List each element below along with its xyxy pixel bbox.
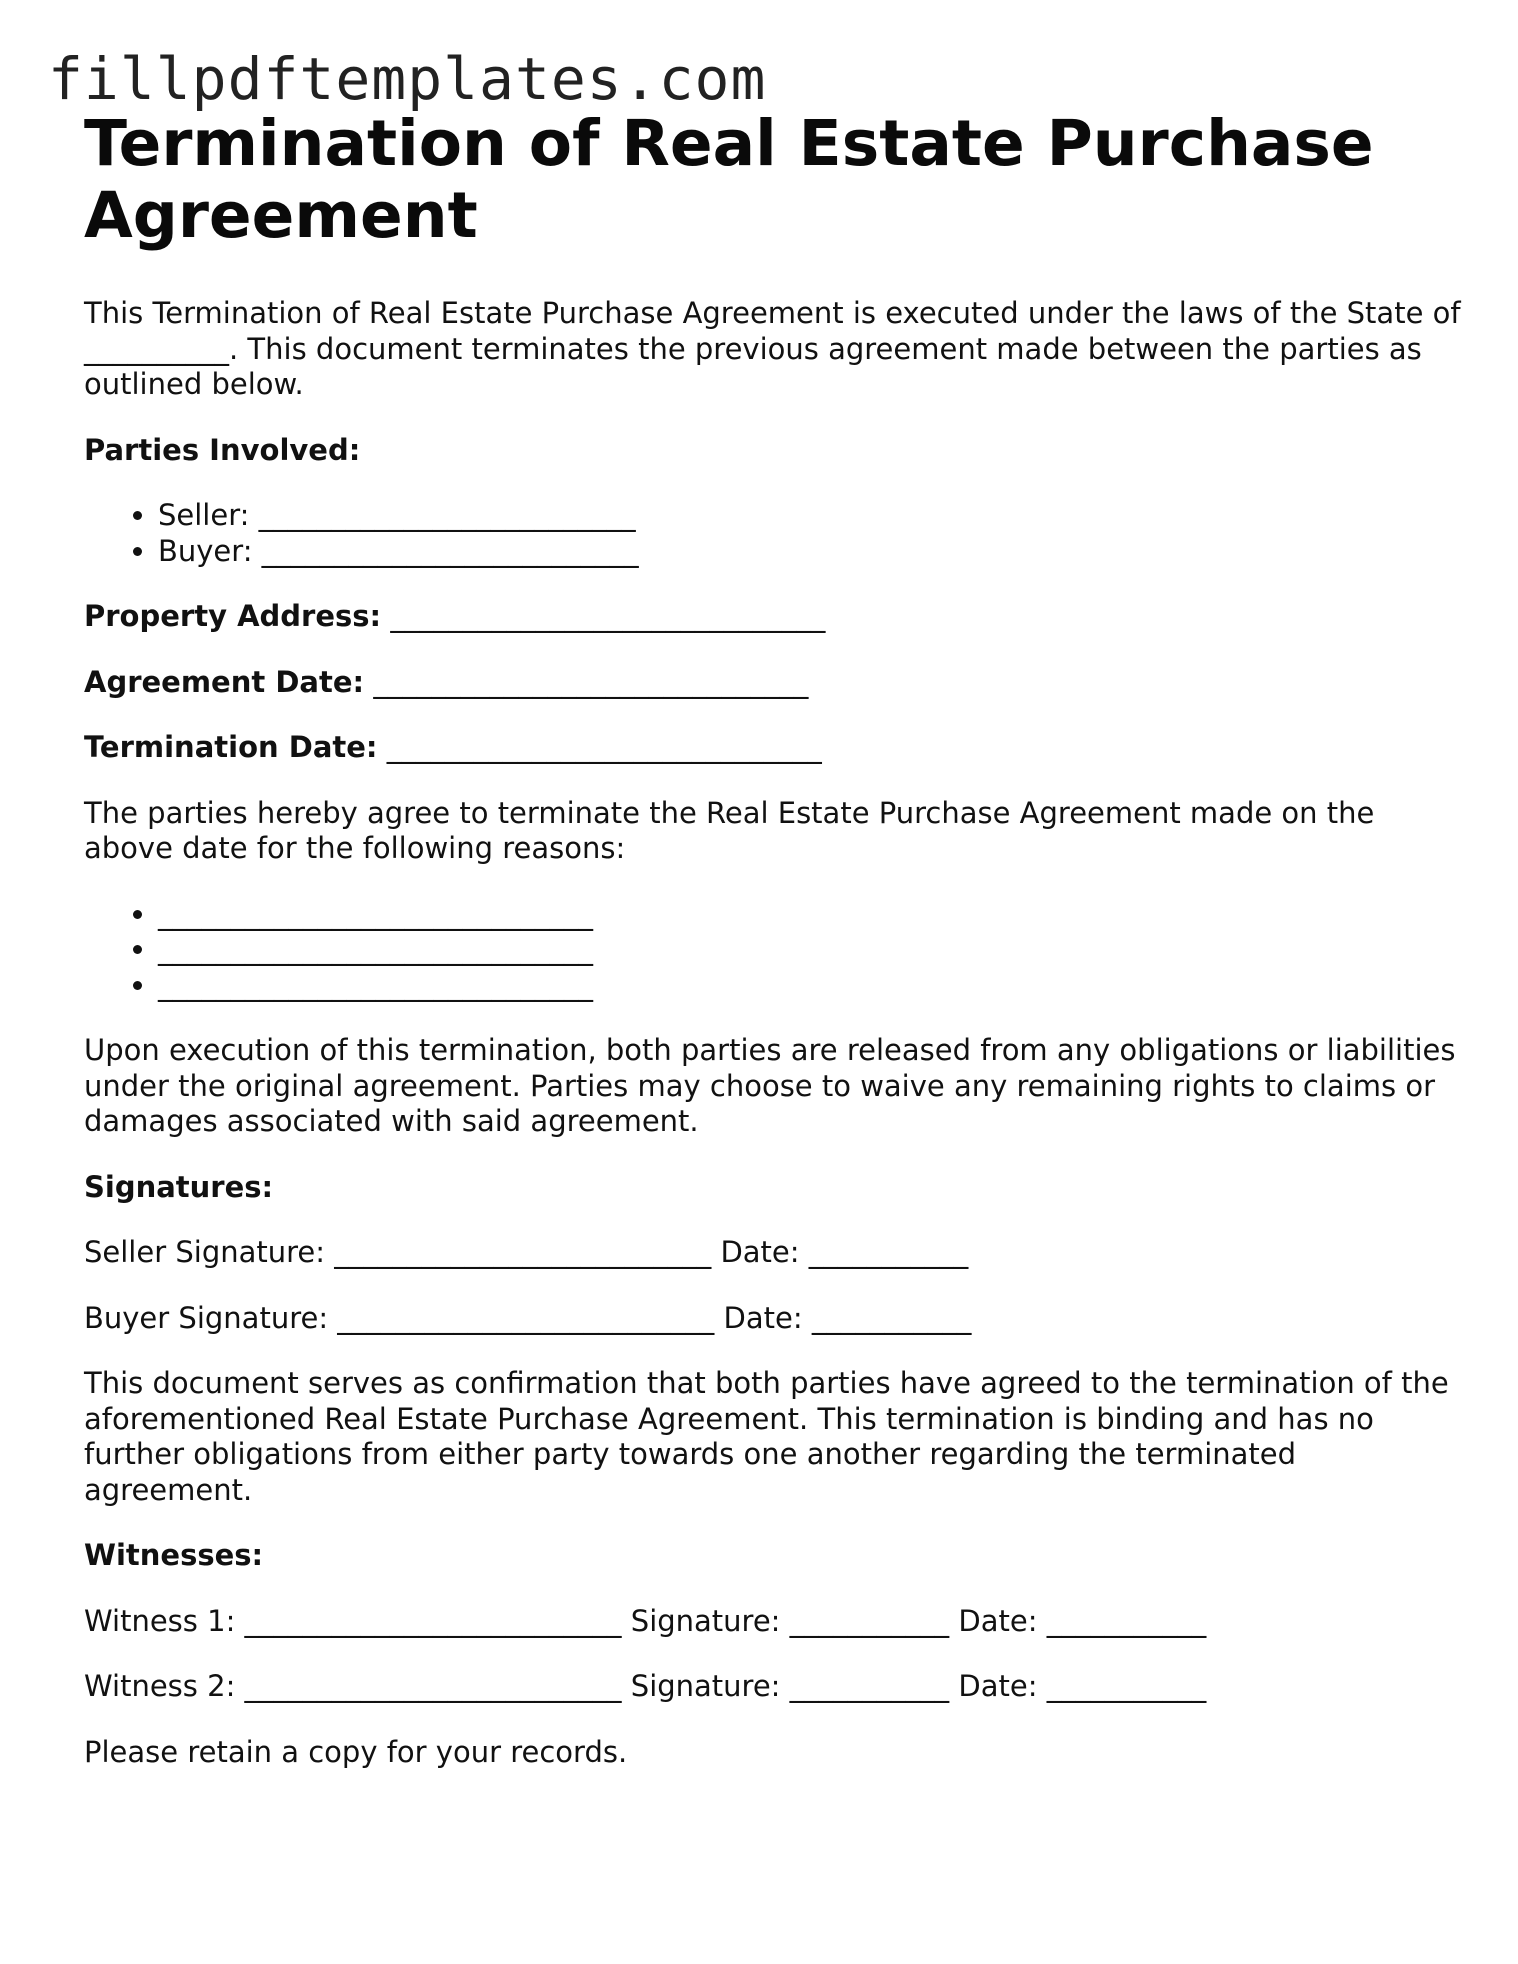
confirmation-paragraph: This document serves as confirmation that both parties have agreed to the termination of the aforementioned Real Estate Purchase Agreement. This termination is binding and has no further obligations from either party towards one another regarding the terminated agreement. — [84, 1366, 1449, 1507]
witness-2-line: Witness 2: __________________________ Signature: ___________ Date: ___________ — [84, 1669, 1207, 1703]
agreement-date-blank: ______________________________ — [373, 664, 809, 699]
reasons-paragraph: The parties hereby agree to terminate the Real Estate Purchase Agreement made on the above date for the following reasons: — [84, 795, 1375, 865]
party-buyer-item: • Buyer: __________________________ — [158, 534, 1464, 570]
reason-item: • ______________________________ — [158, 968, 1464, 1004]
termination-date-blank: ______________________________ — [386, 730, 822, 764]
signatures-heading: Signatures: — [84, 1169, 274, 1204]
site-watermark: fillpdftemplates.com — [48, 45, 767, 113]
termination-date-field — [84, 730, 1464, 766]
intro-paragraph: This Termination of Real Estate Purchase Agreement is executed under the laws of the State of __________. This document terminates the previous agreement made between the parties as outlined below. — [84, 296, 1461, 401]
document-title: Termination of Real Estate Purchase Agreement — [84, 107, 1374, 252]
buyer-signature-line: Buyer Signature: __________________________ Date: ___________ — [84, 1300, 972, 1335]
document-body — [84, 108, 1464, 1770]
reason-item: • ______________________________ — [158, 932, 1464, 968]
witnesses-heading: Witnesses: — [84, 1538, 264, 1572]
release-paragraph: Upon execution of this termination, both parties are released from any obligations or liabilities under the original agreement. Parties may choose to waive any remaining rights to claims or damages associated with said agreement. — [84, 1033, 1456, 1138]
termination-date-label: Termination Date: — [84, 730, 378, 764]
seller-signature-line: Seller Signature: __________________________ Date: ___________ — [84, 1235, 969, 1269]
footer-note: Please retain a copy for your records. — [84, 1734, 628, 1769]
property-address-blank: ______________________________ — [390, 599, 826, 633]
reason-item: • ______________________________ — [158, 897, 1464, 933]
parties-heading: Parties Involved: — [84, 432, 361, 467]
parties-list — [84, 498, 1464, 569]
witness-1-line: Witness 1: __________________________ Signature: ___________ Date: ___________ — [84, 1603, 1207, 1638]
party-seller-item: • Seller: __________________________ — [158, 498, 1464, 534]
agreement-date-label: Agreement Date: — [84, 664, 365, 699]
reasons-list — [84, 897, 1464, 1004]
agreement-date-field — [84, 665, 1464, 701]
property-address-label: Property Address: — [84, 599, 382, 633]
property-address-field — [84, 599, 1464, 635]
